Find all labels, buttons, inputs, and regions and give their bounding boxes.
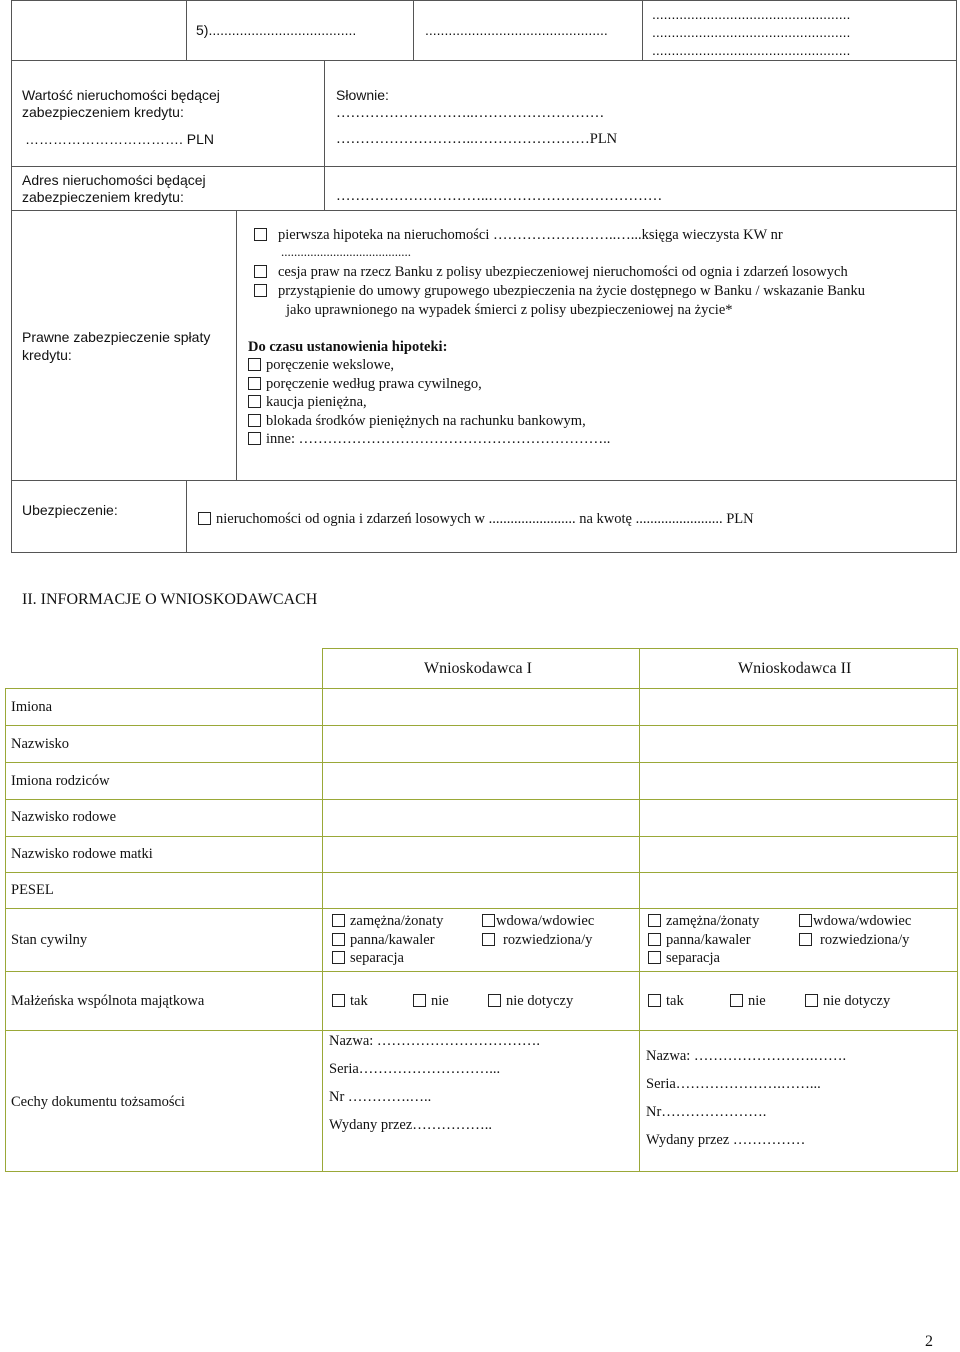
interim-option-text: poręczenie wekslowe, — [266, 357, 395, 373]
interim-option-text: kaucja pieniężna, — [266, 394, 367, 410]
security-option-mortgage-text: pierwsza hipoteka na nieruchomości ……………………..…...księga wieczysta KW nr — [278, 227, 783, 243]
property-address-label: Adres nieruchomości będącej zabezpieczeniem kredytu: — [22, 172, 206, 205]
insurance-label: Ubezpieczenie: — [22, 502, 118, 518]
page-number: 2 — [925, 1333, 933, 1350]
divider — [11, 210, 957, 211]
security-option-life-insurance-text: przystąpienie do umowy grupowego ubezpieczenia na życie dostępnego w Banku / wskazanie Banku — [278, 283, 866, 299]
interim-option-account-block[interactable] — [248, 413, 586, 430]
applicant-1-id-name[interactable]: Nazwa: ……………………………. — [329, 1033, 541, 1049]
applicant-2-community-no[interactable] — [730, 993, 766, 1010]
interim-option-text: poręczenie według prawa cywilnego, — [266, 376, 482, 392]
option-text: nie — [431, 993, 449, 1009]
applicant-2-id-name[interactable]: Nazwa: …………………….……. — [646, 1048, 847, 1064]
option-text: wdowa/wdowiec — [813, 913, 912, 929]
row-label-id-document: Cechy dokumentu tożsamości — [11, 1094, 185, 1110]
checkbox[interactable] — [254, 284, 267, 297]
interim-option-deposit[interactable] — [248, 394, 367, 411]
applicant-1-marital-divorced[interactable] — [482, 932, 592, 949]
checkbox[interactable] — [254, 228, 267, 241]
applicant-2-first-names-input[interactable] — [641, 690, 956, 724]
applicant-2-marital-married[interactable] — [648, 913, 759, 930]
checkbox[interactable] — [648, 951, 661, 964]
checkbox[interactable] — [805, 994, 818, 1007]
checkbox[interactable] — [248, 395, 261, 408]
checkbox[interactable] — [248, 414, 261, 427]
divider — [11, 60, 957, 61]
checkbox[interactable] — [482, 914, 495, 927]
property-value-words-label: Słownie: — [336, 87, 389, 103]
applicant-2-community-na[interactable] — [805, 993, 890, 1010]
option-text: tak — [350, 993, 368, 1009]
top-cell-3-line2[interactable]: ................................................... — [652, 24, 851, 40]
checkbox[interactable] — [332, 914, 345, 927]
top-cell-3-line1[interactable]: ................................................... — [652, 6, 851, 22]
property-value-field[interactable]: ……………………………. PLN — [25, 131, 215, 147]
applicant-1-marital-separation[interactable] — [332, 950, 404, 967]
checkbox[interactable] — [648, 994, 661, 1007]
interim-option-other[interactable] — [248, 431, 610, 448]
checkbox[interactable] — [332, 933, 345, 946]
checkbox[interactable] — [799, 914, 812, 927]
top-cell-1[interactable]: 5)...................................... — [196, 22, 357, 38]
row-label-mother-family-name: Nazwisko rodowe matki — [11, 846, 153, 862]
interim-heading: Do czasu ustanowienia hipoteki: — [248, 339, 448, 355]
insurance-option[interactable] — [198, 511, 754, 528]
checkbox[interactable] — [488, 994, 501, 1007]
option-text: zamężna/żonaty — [666, 913, 760, 929]
applicant-1-marital-widowed[interactable] — [482, 913, 594, 930]
option-text: wdowa/wdowiec — [496, 913, 595, 929]
applicant-1-marital-single[interactable] — [332, 932, 435, 949]
option-text: rozwiedziona/y — [503, 932, 593, 948]
applicant-2-marital-single[interactable] — [648, 932, 751, 949]
applicant-1-id-number[interactable]: Nr ………….….. — [329, 1089, 432, 1105]
option-text: separacja — [350, 950, 404, 966]
row-label-surname: Nazwisko — [11, 736, 69, 752]
applicant-2-header: Wnioskodawca II — [738, 660, 852, 677]
checkbox[interactable] — [730, 994, 743, 1007]
option-text: nie — [748, 993, 766, 1009]
row-label-property-community: Małżeńska wspólnota majątkowa — [11, 993, 205, 1009]
row-label-marital-status: Stan cywilny — [11, 932, 88, 948]
option-text: tak — [666, 993, 684, 1009]
checkbox[interactable] — [198, 512, 211, 525]
applicant-1-community-na[interactable] — [488, 993, 573, 1010]
applicant-1-community-no[interactable] — [413, 993, 449, 1010]
applicant-1-first-names-input[interactable] — [324, 690, 637, 724]
checkbox[interactable] — [254, 265, 267, 278]
interim-option-civil-guarantee[interactable] — [248, 376, 482, 393]
property-value-words-line1[interactable]: ………………………..……………………… — [336, 105, 605, 121]
checkbox[interactable] — [482, 933, 495, 946]
applicant-2-marital-separation[interactable] — [648, 950, 720, 967]
interim-option-text: inne: ……………………………………………………….. — [266, 431, 611, 447]
applicant-1-id-series[interactable]: Seria………………………... — [329, 1061, 501, 1077]
option-text: separacja — [666, 950, 720, 966]
option-text: nie dotyczy — [506, 993, 574, 1009]
applicant-2-id-issued-by[interactable]: Wydany przez …………… — [646, 1132, 806, 1148]
interim-option-bill-guarantee[interactable] — [248, 357, 394, 374]
checkbox[interactable] — [332, 994, 345, 1007]
divider — [413, 0, 414, 60]
checkbox[interactable] — [799, 933, 812, 946]
applicant-2-marital-divorced[interactable] — [799, 932, 909, 949]
option-text: zamężna/żonaty — [350, 913, 444, 929]
option-text: nie dotyczy — [823, 993, 891, 1009]
divider — [186, 480, 187, 553]
option-text: rozwiedziona/y — [820, 932, 910, 948]
applicant-1-id-issued-by[interactable]: Wydany przez…………….. — [329, 1117, 493, 1133]
row-label-pesel: PESEL — [11, 882, 54, 898]
property-value-words-line2[interactable]: ………………………..……………………PLN — [336, 131, 618, 147]
checkbox[interactable] — [248, 358, 261, 371]
divider — [236, 210, 237, 480]
checkbox[interactable] — [248, 377, 261, 390]
top-cell-2[interactable]: ............................................... — [425, 22, 608, 38]
applicant-2-id-series[interactable]: Seria………………….……... — [646, 1076, 821, 1092]
security-option-life-insurance-cont: jako uprawnionego na wypadek śmierci z polisy ubezpieczeniowej na życie* — [286, 302, 733, 318]
security-option-assignment[interactable] — [254, 264, 848, 281]
applicant-2-community-yes[interactable] — [648, 993, 684, 1010]
divider — [642, 0, 643, 60]
applicant-1-marital-married[interactable] — [332, 913, 443, 930]
applicant-2-marital-widowed[interactable] — [799, 913, 911, 930]
checkbox[interactable] — [648, 933, 661, 946]
applicant-1-header: Wnioskodawca I — [424, 660, 532, 677]
checkbox[interactable] — [648, 914, 661, 927]
security-option-life-insurance[interactable] — [254, 283, 865, 300]
divider — [11, 480, 957, 481]
row-label-parents-names: Imiona rodziców — [11, 773, 110, 789]
applicant-2-id-number[interactable]: Nr…………………. — [646, 1104, 767, 1120]
row-label-family-name: Nazwisko rodowe — [11, 809, 117, 825]
checkbox[interactable] — [248, 432, 261, 445]
applicant-1-community-yes[interactable] — [332, 993, 368, 1010]
checkbox[interactable] — [413, 994, 426, 1007]
section-title: II. INFORMACJE O WNIOSKODAWCACH — [22, 591, 318, 608]
security-label: Prawne zabezpieczenie spłaty kredytu: — [22, 329, 211, 363]
checkbox[interactable] — [332, 951, 345, 964]
property-address-field[interactable]: …………………………..……………………………… — [336, 188, 663, 204]
divider — [11, 166, 957, 167]
interim-option-text: blokada środków pieniężnych na rachunku bankowym, — [266, 413, 586, 429]
divider — [324, 60, 325, 210]
security-option-assignment-text: cesja praw na rzecz Banku z polisy ubezpieczeniowej nieruchomości od ognia i zdarzeń losowych — [278, 264, 848, 280]
divider — [186, 0, 187, 60]
row-label-first-names: Imiona — [11, 699, 53, 715]
security-option-mortgage[interactable] — [254, 227, 783, 244]
option-text: panna/kawaler — [350, 932, 435, 948]
security-option-mortgage-tail[interactable]: ........................................ — [281, 244, 411, 259]
top-cell-3-line3[interactable]: ................................................... — [652, 42, 851, 58]
option-text: panna/kawaler — [666, 932, 751, 948]
property-value-label: Wartość nieruchomości będącej zabezpieczeniem kredytu: — [22, 87, 220, 120]
insurance-option-text: nieruchomości od ognia i zdarzeń losowych w ........................ na kwotę ........................ PLN — [216, 511, 754, 527]
